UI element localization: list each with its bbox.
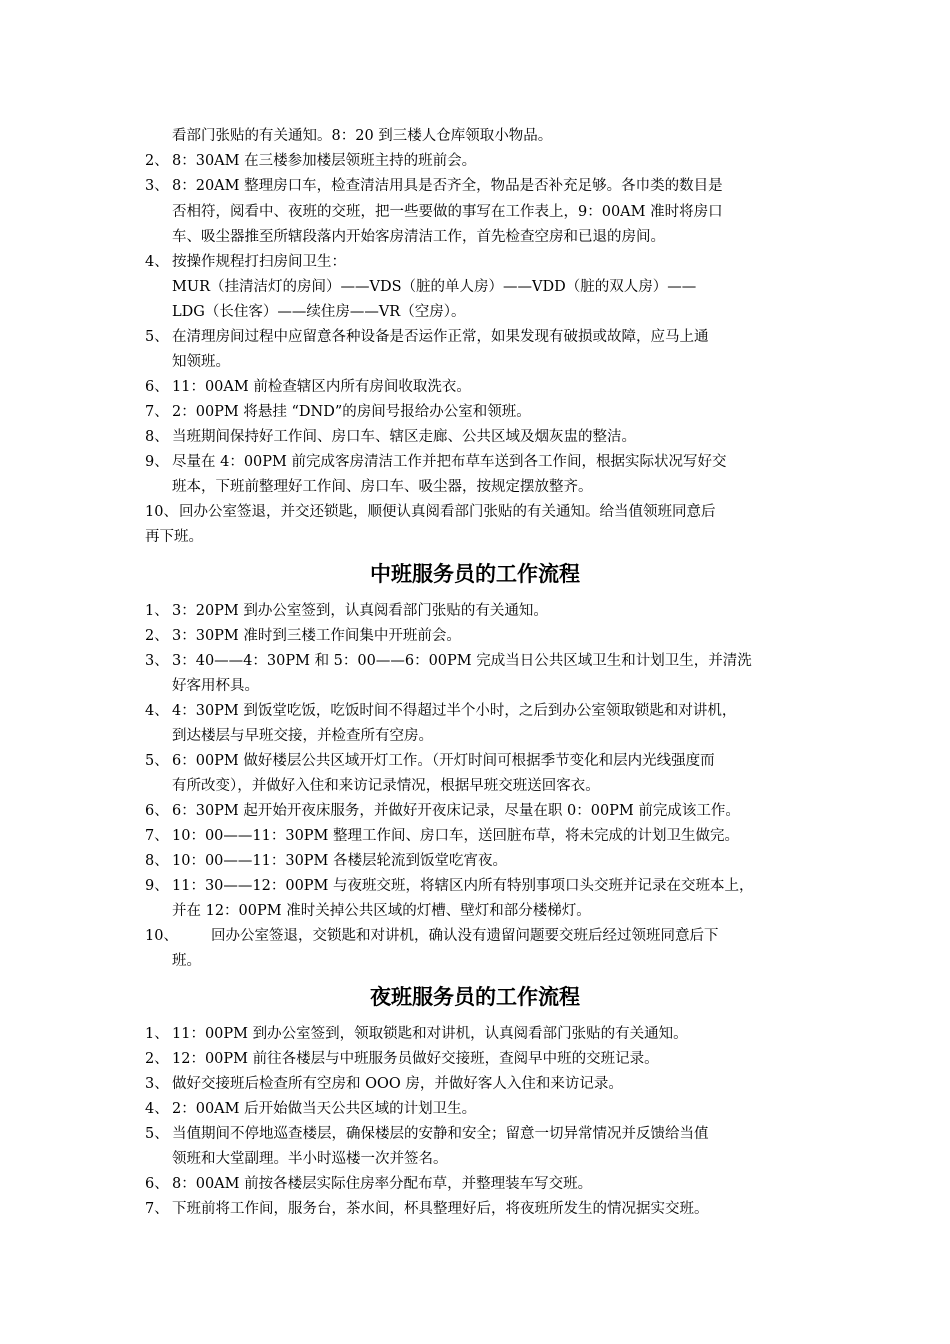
list-item-number: 6、 (145, 803, 169, 819)
list-item-text: 当班期间保持好工作间、房口车、辖区走廊、公共区域及烟灰盅的整洁。 (172, 429, 636, 445)
list-item-text: 当值期间不停地巡查楼层，确保楼层的安静和安全；留意一切异常情况并反馈给当值 (172, 1126, 709, 1142)
list-item-text: 3：30PM 准时到三楼工作间集中开班前会。 (172, 628, 461, 644)
list-item-text: 并在 12：00PM 准时关掉公共区域的灯槽、壁灯和部分楼梯灯。 (172, 903, 591, 919)
list-item-text: 6：30PM 起开始开夜床服务，并做好开夜床记录，尽量在职 0：00PM 前完成该工作。 (172, 803, 740, 819)
list-item-text: LDG（长住客）——续住房——VR（空房）。 (172, 304, 466, 320)
list-item-text: 3：20PM 到办公室签到，认真阅看部门张贴的有关通知。 (172, 603, 548, 619)
list-item-text: 10：00——11：30PM 整理工作间、房口车，送回脏布草，将未完成的计划卫生做完。 (172, 828, 740, 844)
list-item-text: 领班和大堂副理。半小时巡楼一次并签名。 (172, 1151, 448, 1167)
list-item-text: 车、吸尘器推至所辖段落内开始客房清洁工作，首先检查空房和已退的房间。 (172, 229, 665, 245)
list-item-number: 5、 (145, 753, 169, 769)
list-item-text: 8：30AM 在三楼参加楼层领班主持的班前会。 (172, 153, 477, 169)
list-item-text: 4：30PM 到饭堂吃饭，吃饭时间不得超过半个小时，之后到办公室领取锁匙和对讲机， (172, 703, 737, 719)
list-item-number: 6、 (145, 1176, 169, 1192)
list-item-text: 再下班。 (145, 529, 203, 545)
list-item-text: 6：00PM 做好楼层公共区域开灯工作。（开灯时间可根据季节变化和层内光线强度而 (172, 753, 715, 769)
list-item-text: 知领班。 (172, 354, 230, 370)
list-item-text: 下班前将工作间，服务台，茶水间，杯具整理好后，将夜班所发生的情况据实交班。 (172, 1201, 709, 1217)
list-item-number: 10、 (145, 928, 178, 944)
list-item-text: 否相符，阅看中、夜班的交班，把一些要做的事写在工作表上，9：00AM 准时将房口 (172, 204, 723, 220)
list-item-text: 做好交接班后检查所有空房和 OOO 房，并做好客人入住和来访记录。 (172, 1076, 623, 1092)
list-item-number: 7、 (145, 828, 169, 844)
list-item-text: 10：00——11：30PM 各楼层轮流到饭堂吃宵夜。 (172, 853, 508, 869)
list-item-text: 8：00AM 前按各楼层实际住房率分配布草，并整理装车写交班。 (172, 1176, 593, 1192)
list-item-text: 8：20AM 整理房口车，检查清洁用具是否齐全，物品是否补充足够。各巾类的数目是 (172, 178, 723, 194)
list-item-number: 5、 (145, 329, 169, 345)
list-item-number: 3、 (145, 178, 169, 194)
list-item-number: 1、 (145, 603, 169, 619)
list-item-number: 8、 (145, 853, 169, 869)
list-item-number: 7、 (145, 404, 169, 420)
night-shift-title: 夜班服务员的工作流程 (370, 985, 580, 1009)
list-item-text: 11：00AM 前检查辖区内所有房间收取洗衣。 (172, 379, 471, 395)
list-item-text: 11：00PM 到办公室签到，领取锁匙和对讲机，认真阅看部门张贴的有关通知。 (172, 1026, 688, 1042)
list-item-text: 有所改变），并做好入住和来访记录情况，根据早班交班送回客衣。 (172, 778, 600, 794)
middle-shift-title: 中班服务员的工作流程 (370, 562, 580, 586)
list-item-text: 回办公室签退，交锁匙和对讲机，确认没有遗留问题要交班后经过领班同意后下 (211, 928, 719, 944)
list-item-text: 在清理房间过程中应留意各种设备是否运作正常，如果发现有破损或故障，应马上通 (172, 329, 709, 345)
list-item-number: 1、 (145, 1026, 169, 1042)
list-item-number: 3、 (145, 1076, 169, 1092)
list-item-number: 6、 (145, 379, 169, 395)
list-item-text: 到达楼层与早班交接，并检查所有空房。 (172, 728, 433, 744)
list-item-number: 7、 (145, 1201, 169, 1217)
list-item-text: 按操作规程打扫房间卫生： (172, 254, 346, 270)
list-item-text: 班。 (172, 953, 201, 969)
list-item-number: 2、 (145, 153, 169, 169)
list-item-number: 10、 (145, 504, 178, 520)
list-item-text: 看部门张贴的有关通知。8：20 到三楼人仓库领取小物品。 (172, 128, 553, 144)
list-item-text: 2：00AM 后开始做当天公共区域的计划卫生。 (172, 1101, 477, 1117)
list-item-number: 9、 (145, 454, 169, 470)
list-item-text: 好客用杯具。 (172, 678, 259, 694)
list-item-text: 2：00PM 将悬挂 “DND”的房间号报给办公室和领班。 (172, 404, 531, 420)
list-item-text: 3：40——4：30PM 和 5：00——6：00PM 完成当日公共区域卫生和计划卫生，并清洗 (172, 653, 752, 669)
list-item-number: 4、 (145, 703, 169, 719)
list-item-text: 11：30——12：00PM 与夜班交班，将辖区内所有特别事项口头交班并记录在交班本上， (172, 878, 754, 894)
list-item-number: 2、 (145, 628, 169, 644)
list-item-number: 4、 (145, 254, 169, 270)
list-item-text: 回办公室签退，并交还锁匙，顺便认真阅看部门张贴的有关通知。给当值领班同意后 (179, 504, 716, 520)
list-item-text: 尽量在 4：00PM 前完成客房清洁工作并把布草车送到各工作间，根据实际状况写好交 (172, 454, 727, 470)
list-item-text: 12：00PM 前往各楼层与中班服务员做好交接班，查阅早中班的交班记录。 (172, 1051, 659, 1067)
list-item-number: 2、 (145, 1051, 169, 1067)
list-item-number: 8、 (145, 429, 169, 445)
list-item-number: 5、 (145, 1126, 169, 1142)
list-item-text: MUR（挂清洁灯的房间）——VDS（脏的单人房）——VDD（脏的双人房）—— (172, 279, 697, 295)
list-item-number: 3、 (145, 653, 169, 669)
list-item-number: 4、 (145, 1101, 169, 1117)
list-item-text: 班本，下班前整理好工作间、房口车、吸尘器，按规定摆放整齐。 (172, 479, 593, 495)
list-item-number: 9、 (145, 878, 169, 894)
